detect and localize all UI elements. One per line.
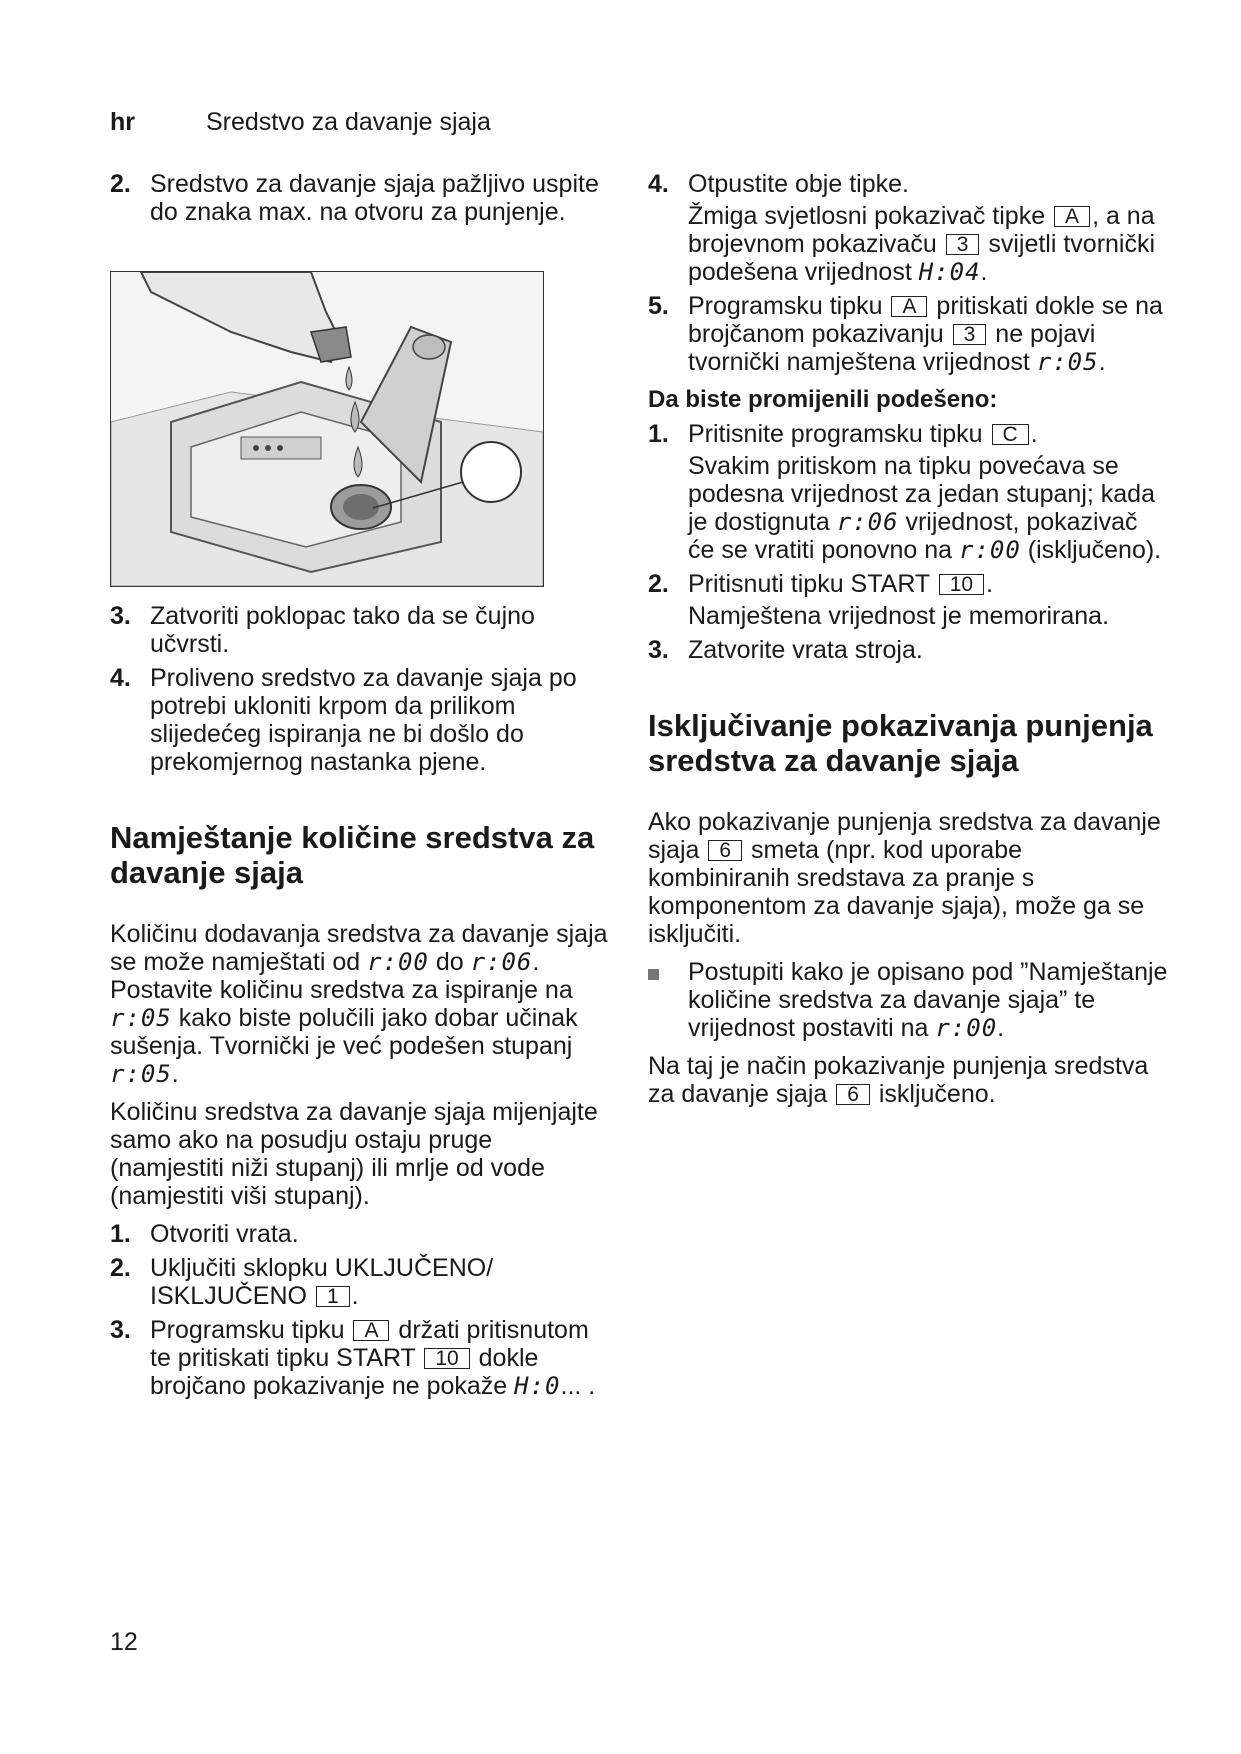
step-text: Programsku tipku A držati pritisnutom te pritiskati tipku START 10 dokle brojčano pokazivanje ne pokaže H:0... . xyxy=(150,1316,596,1400)
language-code: hr xyxy=(110,108,135,136)
key-label: A xyxy=(891,296,927,317)
display-value: r:05 xyxy=(110,1060,172,1088)
step-number: 5. xyxy=(648,292,669,320)
step-5-press-program-key xyxy=(648,292,1168,376)
left-column xyxy=(110,170,610,232)
step-number: 2. xyxy=(110,1254,131,1282)
bullet-text: Postupiti kako je opisano pod ”Namještanje količine sredstva za davanje sjaja” te vrijednost postaviti na r:00. xyxy=(688,958,1168,1042)
step-number: 2. xyxy=(648,570,669,598)
display-value: r:00 xyxy=(935,1014,998,1042)
step-text: Programsku tipku A pritiskati dokle se na brojčanom pokazivanju 3 ne pojavi tvornički namještena vrijednost r:05. xyxy=(688,292,1163,376)
step-number: 4. xyxy=(110,664,131,692)
right-column xyxy=(648,170,1168,1118)
step-number: 3. xyxy=(110,602,131,630)
step-text: Otvoriti vrata. xyxy=(150,1220,299,1248)
paragraph-disabled-result: Na taj je način pokazivanje punjenja sredstva za davanje sjaja 6 isključeno. xyxy=(648,1052,1149,1108)
step-text: Pritisnuti tipku START 10 . Namještena vrijednost je memorirana. xyxy=(688,570,1110,630)
key-label: C xyxy=(992,424,1029,445)
running-header-title: Sredstvo za davanje sjaja xyxy=(206,108,491,136)
step-number: 1. xyxy=(648,420,669,448)
key-label: 6 xyxy=(836,1084,870,1105)
step-text: Proliveno sredstvo za davanje sjaja po potrebi ukloniti krpom da prilikom slijedećeg ispiranja ne bi došlo do prekomjernog nastanka pjene. xyxy=(150,664,577,776)
step-text: Zatvorite vrata stroja. xyxy=(688,636,923,664)
rinse-aid-dispenser-illustration xyxy=(110,271,544,587)
step-text: Sredstvo za davanje sjaja pažljivo uspite do znaka max. na otvoru za punjenje. xyxy=(150,170,599,226)
step-number: 3. xyxy=(648,636,669,664)
step-number: 1. xyxy=(110,1220,131,1248)
step-text: Zatvoriti poklopac tako da se čujno učvrsti. xyxy=(150,602,535,658)
key-label: 10 xyxy=(424,1348,469,1369)
paragraph-disable-intro: Ako pokazivanje punjenja sredstva za davanje sjaja 6 smeta (npr. kod uporabe kombiniranih sredstava za pranje s komponentom za davanje sjaja), može ga se isključiti. xyxy=(648,808,1161,948)
step-3-hold-program-key xyxy=(110,1316,610,1400)
display-value: H:0 xyxy=(514,1372,561,1400)
display-value: r:00 xyxy=(367,948,429,976)
key-label: 3 xyxy=(953,324,987,345)
display-value: r:06 xyxy=(470,948,533,976)
paragraph-when-to-change: Količinu sredstva za davanje sjaja mijenjajte samo ako na posudju ostaju pruge (namjestiti niži stupanj) ili mrlje od vode (namjestiti viši stupanj). xyxy=(110,1098,598,1210)
page-number: 12 xyxy=(110,1628,138,1656)
key-label: A xyxy=(353,1320,389,1341)
step-number: 4. xyxy=(648,170,669,198)
paragraph-amount-range: Količinu dodavanja sredstva za davanje sjaja se može namještati od r:00 do r:06. Postavite količinu sredstva za ispiranje na r:05 kako biste polučili jako dobar učinak sušenja. Tvornički je već podešen stupanj r:05. xyxy=(110,920,608,1088)
step-3-close-lid xyxy=(110,602,610,658)
step-number: 2. xyxy=(110,170,131,198)
key-label: 6 xyxy=(708,840,742,861)
display-value: H:04 xyxy=(918,258,981,286)
step-2-switch-on xyxy=(110,1254,610,1310)
bullet-square-icon xyxy=(648,958,688,1042)
step-text: Pritisnite programsku tipku C . Svakim pritiskom na tipku povećava se podesna vrijednost za jedan stupanj; kada je dostignuta r:06 vrijednost, pokazivač će se vratiti ponovno na r:00 (isključeno). xyxy=(688,420,1162,564)
step-4-wipe-spill xyxy=(110,664,610,776)
dispenser-drawing xyxy=(111,272,543,586)
section-title-adjust-amount: Namještanje količine sredstva za davanje sjaja xyxy=(110,820,595,890)
step-3-close-door xyxy=(648,636,1168,664)
key-label: 3 xyxy=(946,234,980,255)
step-number: 3. xyxy=(110,1316,131,1344)
step-text: Otpustite obje tipke. Žmiga svjetlosni pokazivač tipke A , a na brojevnom pokazivaču 3 svijetli tvornički podešena vrijednost H:04. xyxy=(688,170,1156,286)
step-text: Uključiti sklopku UKLJUČENO/ ISKLJUČENO 1 . xyxy=(150,1254,494,1310)
display-value: r:00 xyxy=(959,536,1021,564)
section-title-disable-indicator: Isključivanje pokazivanja punjenja sredstva za davanje sjaja xyxy=(648,708,1153,778)
display-value: r:06 xyxy=(836,508,899,536)
left-column-continued xyxy=(110,602,610,1406)
display-value: r:05 xyxy=(110,1004,172,1032)
key-label: 1 xyxy=(316,1286,350,1307)
step-2-fill xyxy=(110,170,610,226)
bullet-set-value xyxy=(648,958,1168,1042)
step-2-press-start xyxy=(648,570,1168,630)
key-label: 10 xyxy=(939,574,984,595)
step-4-release-keys xyxy=(648,170,1168,286)
step-1-open-door xyxy=(110,1220,610,1248)
step-1-press-c xyxy=(648,420,1168,564)
subheading-change-setting: Da biste promijenili podešeno: xyxy=(648,386,998,413)
display-value: r:05 xyxy=(1036,348,1099,376)
key-label: A xyxy=(1054,206,1090,227)
